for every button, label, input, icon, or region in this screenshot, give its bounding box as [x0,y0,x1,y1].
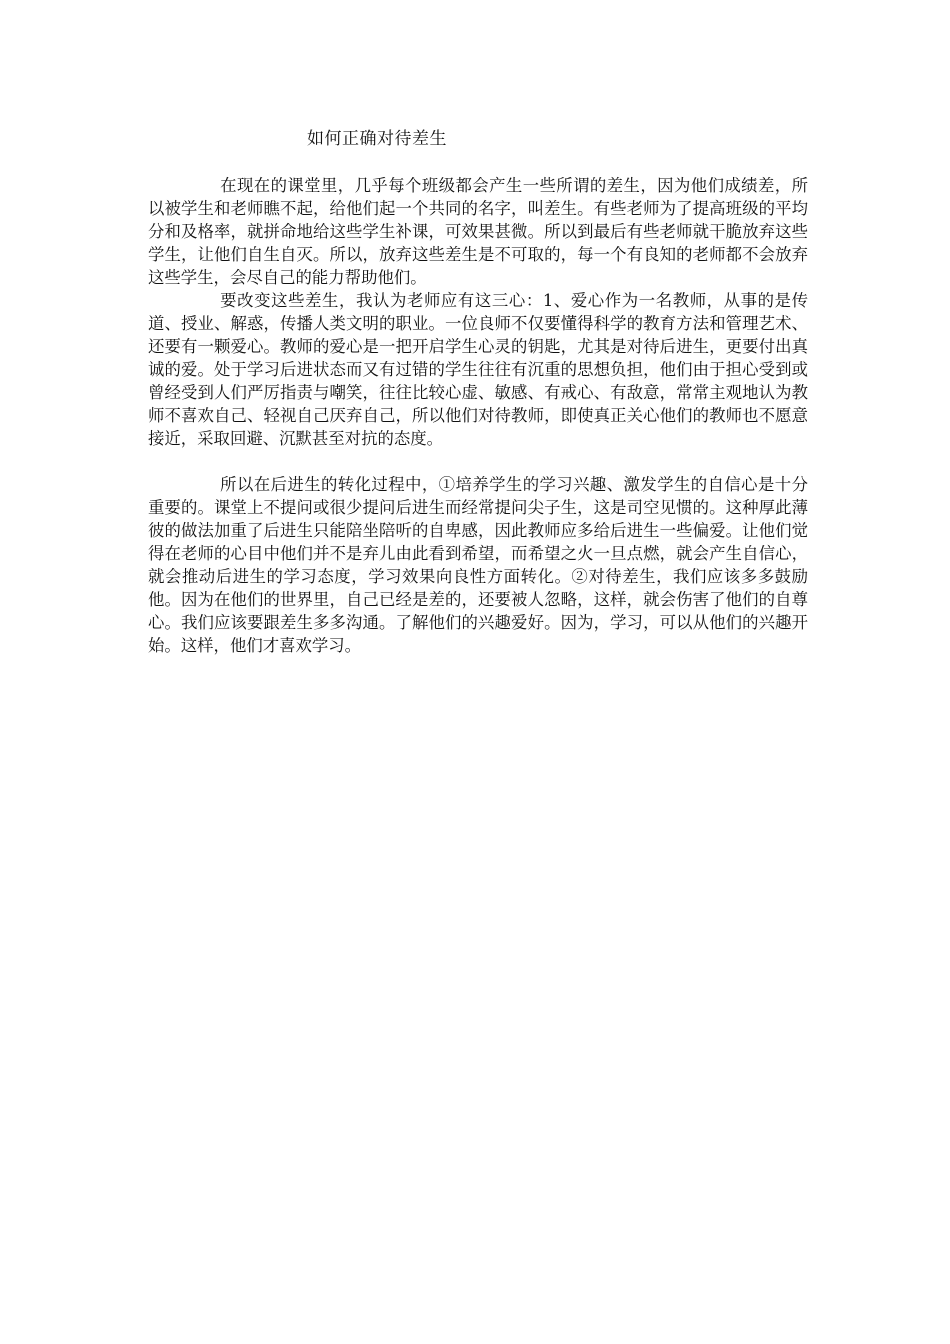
document-title: 如何正确对待差生 [307,129,447,149]
paragraph-1: 在现在的课堂里，几乎每个班级都会产生一些所谓的差生，因为他们成绩差，所以被学生和老师瞧不起，给他们起一个共同的名字，叫差生。有些老师为了提高班级的平均分和及格率，就拼命地给这些学生补课，可效果甚微。所以到最后有些老师就干脆放弃这些学生，让他们自生自灭。所以，放弃这些差生是不可取的，每一个有良知的老师都不会放弃这些学生，会尽自己的能力帮助他们。 [148,176,808,287]
document-body [148,174,808,657]
paragraph-2: 要改变这些差生，我认为老师应有这三心：1、爱心作为一名教师，从事的是传道、授业、解惑，传播人类文明的职业。一位良师不仅要懂得科学的教育方法和管理艺术、还要有一颗爱心。教师的爱心是一把开启学生心灵的钥匙，尤其是对待后进生，更要付出真诚的爱。处于学习后进状态而又有过错的学生往往有沉重的思想负担，他们由于担心受到或曾经受到人们严厉指责与嘲笑，往往比较心虚、敏感、有戒心、有敌意，常常主观地认为教师不喜欢自己、轻视自己厌弃自己，所以他们对待教师，即使真正关心他们的教师也不愿意接近，采取回避、沉默甚至对抗的态度。 [148,291,808,448]
paragraph-3: 所以在后进生的转化过程中，①培养学生的学习兴趣、激发学生的自信心是十分重要的。课堂上不提问或很少提问后进生而经常提问尖子生，这是司空见惯的。这种厚此薄彼的做法加重了后进生只能陪坐陪听的自卑感，因此教师应多给后进生一些偏爱。让他们觉得在老师的心目中他们并不是弃儿由此看到希望，而希望之火一旦点燃，就会产生自信心，就会推动后进生的学习态度，学习效果向良性方面转化。②对待差生，我们应该多多鼓励他。因为在他们的世界里，自己已经是差的，还要被人忽略，这样，就会伤害了他们的自尊心。我们应该要跟差生多多沟通。了解他们的兴趣爱好。因为，学习，可以从他们的兴趣开始。这样，他们才喜欢学习。 [148,475,808,655]
